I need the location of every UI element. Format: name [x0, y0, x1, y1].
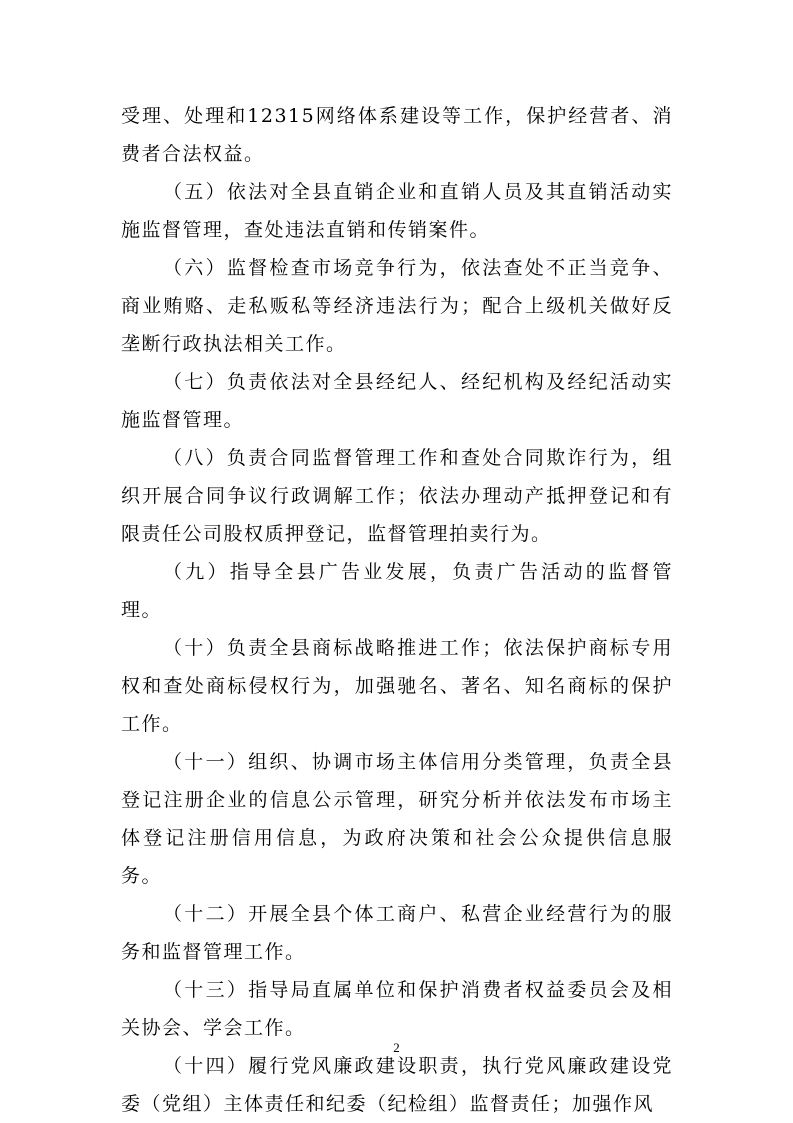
paragraph-5: （九）指导全县广告业发展，负责广告活动的监督管理。 — [121, 561, 673, 621]
paragraph-1: （五）依法对全县直销企业和直销人员及其直销活动实施监督管理，查处违法直销和传销案件。 — [121, 181, 673, 241]
body-text — [121, 97, 673, 1123]
paragraph-3: （七）负责依法对全县经纪人、经纪机构及经纪活动实施监督管理。 — [121, 371, 673, 431]
paragraph-10: （十四）履行党风廉政建设职责，执行党风廉政建设党委（党组）主体责任和纪委（纪检组）监督责任；加强作风 — [121, 1055, 673, 1115]
paragraph-2: （六）监督检查市场竞争行为，依法查处不正当竞争、商业贿赂、走私贩私等经济违法行为；配合上级机关做好反垄断行政执法相关工作。 — [121, 257, 673, 355]
paragraph-9: （十三）指导局直属单位和保护消费者权益委员会及相关协会、学会工作。 — [121, 979, 673, 1039]
paragraph-4: （八）负责合同监督管理工作和查处合同欺诈行为，组织开展合同争议行政调解工作；依法办理动产抵押登记和有限责任公司股权质押登记，监督管理拍卖行为。 — [121, 447, 673, 545]
paragraph-6: （十）负责全县商标战略推进工作；依法保护商标专用权和查处商标侵权行为，加强驰名、著名、知名商标的保护工作。 — [121, 637, 673, 735]
page-number: 2 — [393, 1040, 400, 1055]
paragraph-7: （十一）组织、协调市场主体信用分类管理，负责全县登记注册企业的信息公示管理，研究分析并依法发布市场主体登记注册信用信息，为政府决策和社会公众提供信息服务。 — [121, 751, 673, 887]
paragraph-0: 受理、处理和12315网络体系建设等工作，保护经营者、消费者合法权益。 — [121, 105, 673, 165]
paragraph-8: （十二）开展全县个体工商户、私营企业经营行为的服务和监督管理工作。 — [121, 903, 673, 963]
